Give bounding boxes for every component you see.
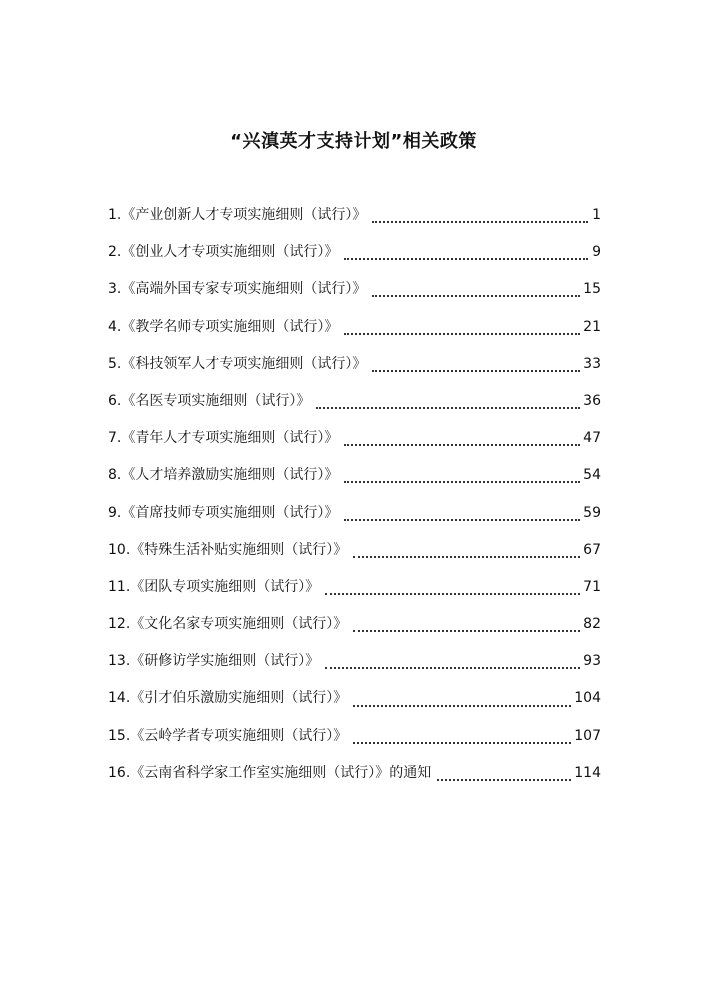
- toc-entry-page: 59: [583, 504, 601, 521]
- toc-entry-title: 《人才培养激励实施细则（试行）》: [121, 467, 339, 484]
- toc-entry-number: 3.: [108, 281, 122, 298]
- toc-entry: [108, 240, 601, 277]
- toc-entry-page: 107: [574, 727, 601, 744]
- toc-dot-leader: [372, 295, 580, 297]
- toc-entry-page: 36: [583, 392, 601, 409]
- toc-dot-leader: [372, 370, 580, 372]
- toc-entry-number: 14.: [108, 690, 131, 707]
- toc-entry-page: 93: [583, 653, 601, 670]
- toc-entry-page: 54: [583, 467, 601, 484]
- toc-entry-title: 《产业创新人才专项实施细则（试行）》: [121, 207, 367, 223]
- toc-dot-leader: [372, 221, 588, 223]
- toc-entry-number: 13.: [108, 653, 131, 670]
- toc-entry-page: 9: [592, 244, 601, 261]
- toc-entry-number: 7.: [108, 430, 122, 447]
- toc-dot-leader: [344, 258, 588, 260]
- toc-entry: [108, 501, 601, 538]
- toc-entry-title: 《科技领军人才专项实施细则（试行）》: [121, 355, 367, 372]
- toc-dot-leader: [344, 481, 580, 483]
- toc-entry-page: 71: [583, 578, 601, 595]
- toc-entry: [108, 575, 601, 612]
- toc-entry-title: 《高端外国专家专项实施细则（试行）》: [121, 281, 367, 298]
- table-of-contents: [108, 203, 601, 798]
- toc-entry: [108, 277, 601, 314]
- toc-entry-page: 104: [574, 690, 601, 707]
- toc-entry-number: 16.: [108, 764, 131, 781]
- toc-dot-leader: [316, 407, 580, 409]
- toc-entry-number: 12.: [108, 616, 131, 633]
- toc-dot-leader: [344, 333, 580, 335]
- toc-entry-title: 《研修访学实施细则（试行）》: [130, 653, 320, 670]
- toc-entry-page: 82: [583, 616, 601, 633]
- toc-entry: [108, 724, 601, 761]
- toc-entry-number: 6.: [108, 392, 122, 409]
- toc-entry-page: 33: [583, 355, 601, 372]
- toc-entry: [108, 538, 601, 575]
- toc-entry-number: 2.: [108, 244, 122, 261]
- toc-entry-title: 《首席技师专项实施细则（试行）》: [121, 504, 339, 521]
- toc-entry-title: 《青年人才专项实施细则（试行）》: [121, 430, 339, 447]
- toc-dot-leader: [353, 705, 571, 707]
- toc-dot-leader: [344, 519, 580, 521]
- toc-entry: [108, 389, 601, 426]
- toc-entry-page: 67: [583, 541, 601, 558]
- toc-entry: [108, 612, 601, 649]
- toc-entry: [108, 426, 601, 463]
- toc-entry-title: 《云南省科学家工作室实施细则（试行）》的通知: [130, 764, 432, 781]
- toc-entry: [108, 352, 601, 389]
- toc-entry-page: 21: [583, 318, 601, 335]
- toc-entry: [108, 463, 601, 500]
- toc-dot-leader: [353, 742, 571, 744]
- toc-dot-leader: [353, 556, 580, 558]
- page-title: “兴滇英才支持计划”相关政策: [230, 131, 477, 152]
- toc-entry-number: 1.: [108, 207, 122, 223]
- toc-entry-number: 5.: [108, 355, 122, 372]
- toc-entry: [108, 686, 601, 723]
- toc-entry-title: 《引才伯乐激励实施细则（试行）》: [130, 690, 348, 707]
- toc-dot-leader: [437, 779, 571, 781]
- toc-dot-leader: [344, 444, 580, 446]
- toc-entry: [108, 315, 601, 352]
- toc-entry-title: 《创业人才专项实施细则（试行）》: [121, 244, 339, 261]
- toc-entry: [108, 649, 601, 686]
- toc-entry-title: 《特殊生活补贴实施细则（试行）》: [130, 541, 348, 558]
- toc-entry-title: 《教学名师专项实施细则（试行）》: [121, 318, 339, 335]
- toc-entry-number: 8.: [108, 467, 122, 484]
- toc-entry-number: 11.: [108, 578, 131, 595]
- toc-entry-number: 15.: [108, 727, 131, 744]
- toc-entry-page: 114: [574, 764, 601, 781]
- toc-entry-title: 《团队专项实施细则（试行）》: [130, 578, 320, 595]
- toc-dot-leader: [325, 667, 580, 669]
- toc-entry-page: 15: [583, 281, 601, 298]
- toc-entry-number: 9.: [108, 504, 122, 521]
- toc-entry: [108, 203, 601, 240]
- toc-entry-title: 《文化名家专项实施细则（试行）》: [130, 616, 348, 633]
- toc-dot-leader: [325, 593, 580, 595]
- toc-dot-leader: [353, 630, 580, 632]
- toc-entry-number: 4.: [108, 318, 122, 335]
- toc-entry-title: 《云岭学者专项实施细则（试行）》: [130, 727, 348, 744]
- toc-entry-page: 47: [583, 430, 601, 447]
- toc-entry-number: 10.: [108, 541, 131, 558]
- toc-entry-title: 《名医专项实施细则（试行）》: [121, 392, 311, 409]
- toc-entry-page: 1: [592, 207, 601, 223]
- toc-entry: [108, 761, 601, 798]
